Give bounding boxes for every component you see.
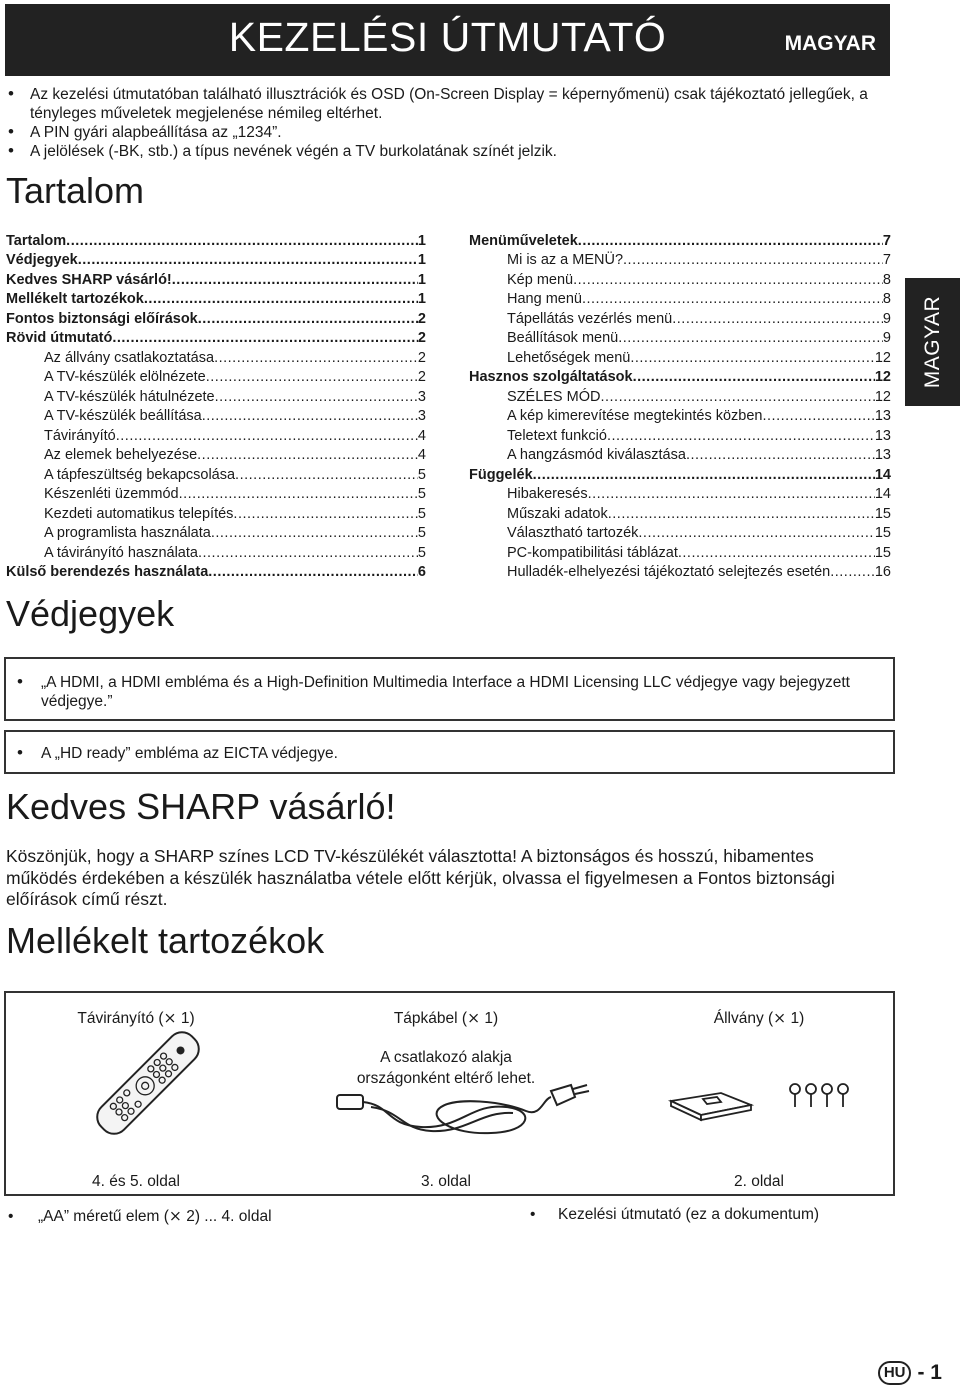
toc-leader-dots — [215, 389, 418, 405]
toc-leader-dots — [179, 486, 418, 502]
toc-entry-page: 5 — [417, 486, 426, 502]
toc-leader-dots — [573, 272, 883, 288]
toc-entry — [469, 541, 891, 561]
toc-entry — [6, 483, 426, 503]
toc-entry-title: Kép menü — [507, 271, 574, 288]
toc-entry-page: 8 — [882, 291, 891, 307]
toc-entry-page: 2 — [417, 369, 426, 385]
accessory-label-cable: Tápkábel (⨯ 1) — [393, 1010, 499, 1027]
toc-entry — [6, 405, 426, 425]
accessory-extra-battery: • „AA” méretű elem (⨯ 2) ... 4. oldal — [8, 1208, 272, 1225]
accessory-page-stand: 2. oldal — [734, 1173, 784, 1190]
toc-entry-page: 9 — [882, 330, 891, 346]
toc-entry — [469, 346, 891, 366]
toc-entry-title: A TV-készülék hátulnézete — [44, 388, 215, 405]
toc-entry-title: Rövid útmutató — [6, 330, 113, 346]
toc-entry — [6, 366, 426, 386]
toc-entry-page: 5 — [417, 544, 426, 561]
toc-leader-dots — [630, 350, 875, 366]
toc-entry-title: Készenléti üzemmód — [44, 486, 179, 502]
toc-leader-dots — [214, 350, 418, 366]
toc-entry-title: Mellékelt tartozékok — [6, 291, 144, 307]
toc-entry — [469, 502, 891, 522]
toc-entry-page: 12 — [874, 369, 891, 385]
toc-entry-title: Menüműveletek — [469, 232, 578, 249]
toc-entry-title: Műszaki adatok — [507, 505, 608, 522]
side-tab-label: MAGYAR — [920, 295, 944, 389]
toc-entry-title: Hibakeresés — [507, 486, 588, 502]
toc-entry — [469, 463, 891, 483]
toc-leader-dots — [623, 252, 883, 268]
page-number — [878, 1361, 942, 1385]
toc-leader-dots — [633, 369, 875, 385]
toc-entry — [469, 444, 891, 464]
toc-leader-dots — [618, 330, 883, 346]
toc-entry-title: SZÉLES MÓD — [507, 388, 601, 405]
toc-entry — [469, 522, 891, 542]
toc-leader-dots — [672, 311, 883, 327]
toc-entry — [469, 327, 891, 347]
toc-entry-title: Az állvány csatlakoztatása — [44, 349, 215, 366]
toc-entry-title: Fontos biztonsági előírások — [6, 310, 198, 327]
toc-entry-page: 14 — [874, 466, 891, 483]
accessory-label-stand: Állvány (⨯ 1) — [713, 1010, 805, 1027]
toc-entry-page: 5 — [417, 505, 426, 522]
trademark-box-hdready — [4, 730, 895, 774]
toc-entry — [6, 385, 426, 405]
toc-entry-page: 15 — [874, 505, 891, 522]
toc-entry — [6, 307, 426, 327]
document-title: KEZELÉSI ÚTMUTATÓ — [228, 14, 667, 60]
toc-entry-title: A tápfeszültség bekapcsolása — [44, 466, 236, 483]
toc-entry-title: Külső berendezés használata — [6, 564, 209, 580]
toc-leader-dots — [198, 311, 418, 327]
toc-entry-page: 2 — [417, 330, 426, 346]
toc-entry-title: Az elemek behelyezése — [44, 447, 198, 463]
toc-entry-page: 2 — [417, 310, 426, 327]
toc-leader-dots — [116, 428, 418, 444]
toc-leader-dots — [578, 233, 883, 249]
toc-leader-dots — [208, 564, 418, 580]
toc-leader-dots — [678, 545, 875, 561]
toc-entry-page: 5 — [417, 466, 426, 483]
cable-note: A csatlakozó alakja országonként eltérő lehet. — [356, 1049, 536, 1087]
toc-leader-dots — [638, 525, 874, 541]
language-badge: HU — [878, 1361, 912, 1385]
toc-leader-dots — [607, 428, 875, 444]
toc-entry-page: 1 — [417, 291, 426, 307]
battery-text: „AA” méretű elem (⨯ 2) ... 4. oldal — [38, 1208, 272, 1225]
toc-entry-page: 15 — [874, 544, 891, 561]
toc-leader-dots — [112, 330, 418, 346]
toc-entry-title: Távirányító — [44, 427, 116, 444]
toc-entry-title: A távirányító használata — [44, 544, 198, 561]
toc-entry — [6, 502, 426, 522]
toc-entry-title: A hangzásmód kiválasztása — [507, 447, 686, 463]
toc-leader-dots — [600, 389, 874, 405]
toc-entry-title: Hulladék-elhelyezési tájékoztató selejtezés esetén — [507, 564, 831, 580]
toc-entry-title: Függelék — [469, 466, 533, 483]
accessory-extra-manual: • Kezelési útmutató (ez a dokumentum) — [530, 1206, 820, 1223]
toc-entry-title: A TV-készülék elölnézete — [44, 369, 206, 385]
accessory-label-remote: Távirányító (⨯ 1) — [77, 1010, 195, 1027]
toc-entry — [469, 483, 891, 503]
toc-entry — [6, 541, 426, 561]
intro-bullets — [8, 85, 868, 161]
toc-entry-title: A TV-készülék beállítása — [44, 408, 202, 424]
toc-entry-page: 13 — [874, 447, 891, 463]
trademark-box-hdmi — [4, 657, 895, 721]
toc-leader-dots — [66, 233, 418, 249]
toc-entry-page: 2 — [417, 349, 426, 366]
toc-entry — [469, 405, 891, 425]
accessory-page-cable: 3. oldal — [421, 1173, 471, 1190]
toc-entry-page: 9 — [882, 310, 891, 327]
toc-leader-dots — [198, 545, 418, 561]
toc-leader-dots — [533, 467, 875, 483]
toc-leader-dots — [206, 369, 418, 385]
toc-entry — [6, 327, 426, 347]
toc-entry-title: Lehetőségek menü — [507, 349, 631, 366]
accessories-box — [4, 991, 895, 1196]
toc-leader-dots — [235, 467, 418, 483]
toc-entry-title: Választható tartozék — [507, 525, 639, 541]
toc-entry — [6, 229, 426, 249]
stand-icon — [661, 1075, 871, 1135]
toc-entry-page: 13 — [874, 427, 891, 444]
page-number-text: - 1 — [917, 1361, 942, 1384]
toc-entry — [6, 444, 426, 464]
header-bar — [5, 4, 890, 76]
toc-entry-title: Teletext funkció — [507, 427, 607, 444]
dear-customer-heading: Kedves SHARP vásárló! — [6, 786, 396, 827]
toc-entry-page: 1 — [417, 271, 426, 288]
trademark-item: • „A HDMI, a HDMI embléma és a High-Definition Multimedia Interface a HDMI Licensing LLC védjegye vagy bejegyzett védjegye.” — [41, 673, 861, 711]
toc-entry — [6, 561, 426, 581]
toc-entry — [469, 385, 891, 405]
toc-leader-dots — [211, 525, 418, 541]
toc-leader-dots — [202, 408, 418, 424]
toc-entry-page: 6 — [417, 564, 426, 580]
toc-leader-dots — [830, 564, 875, 580]
toc-entry-title: Kezdeti automatikus telepítés — [44, 505, 234, 522]
toc-entry — [469, 229, 891, 249]
toc-entry-page: 12 — [874, 388, 891, 405]
toc-entry-page: 7 — [882, 232, 891, 249]
toc-entry-page: 5 — [417, 525, 426, 541]
toc-entry-title: Beállítások menü — [507, 330, 619, 346]
toc-entry-page: 14 — [874, 486, 891, 502]
toc-entry-page: 4 — [417, 447, 426, 463]
toc-entry-page: 15 — [874, 525, 891, 541]
toc-left-column — [6, 229, 426, 580]
toc-entry — [6, 463, 426, 483]
toc-entry-title: Hasznos szolgáltatások — [469, 369, 633, 385]
trademarks-heading: Védjegyek — [6, 593, 175, 634]
toc-entry — [469, 268, 891, 288]
toc-entry — [6, 346, 426, 366]
toc-leader-dots — [588, 486, 875, 502]
toc-entry — [6, 424, 426, 444]
toc-entry-page: 16 — [874, 564, 891, 580]
toc-entry-page: 12 — [874, 349, 891, 366]
accessories-heading: Mellékelt tartozékok — [6, 920, 325, 961]
language-side-tab — [905, 278, 960, 406]
toc-entry — [469, 249, 891, 269]
remote-control-icon — [88, 1023, 208, 1143]
toc-entry-title: A kép kimerevítése megtekintés közben — [507, 408, 763, 424]
toc-leader-dots — [582, 291, 883, 307]
toc-entry — [469, 561, 891, 581]
toc-entry-page: 4 — [417, 427, 426, 444]
intro-bullet: • Az kezelési útmutatóban található illusztrációk és OSD (On-Screen Display = képernyőmenü) csak tájékoztató jellegűek, a tényleges műveletek megjelenése némileg eltérhet. — [8, 85, 868, 123]
toc-entry-page: 1 — [417, 252, 426, 268]
toc-entry — [469, 366, 891, 386]
trademark-item: • A „HD ready” embléma az EICTA védjegye. — [41, 744, 861, 763]
toc-entry-title: Tápellátás vezérlés menü — [507, 310, 673, 327]
toc-leader-dots — [144, 291, 418, 307]
toc-entry — [6, 249, 426, 269]
toc-entry — [6, 268, 426, 288]
toc-entry-page: 1 — [417, 232, 426, 249]
toc-leader-dots — [78, 252, 418, 268]
toc-entry-title: Hang menü — [507, 291, 582, 307]
manual-text: Kezelési útmutató (ez a dokumentum) — [558, 1206, 820, 1223]
toc-entry-title: Tartalom — [6, 232, 67, 249]
toc-entry-title: Védjegyek — [6, 252, 78, 268]
toc-entry — [469, 288, 891, 308]
toc-leader-dots — [763, 408, 875, 424]
toc-entry — [469, 307, 891, 327]
toc-entry — [6, 288, 426, 308]
toc-leader-dots — [172, 272, 418, 288]
toc-entry — [469, 424, 891, 444]
toc-entry-page: 8 — [882, 271, 891, 288]
toc-leader-dots — [197, 447, 418, 463]
toc-entry-title: Kedves SHARP vásárló! — [6, 271, 172, 288]
toc-leader-dots — [233, 506, 418, 522]
toc-entry-title: A programlista használata — [44, 525, 211, 541]
toc-entry-page: 7 — [882, 252, 891, 268]
intro-bullet: • A jelölések (-BK, stb.) a típus nevének végén a TV burkolatának színét jelzik. — [8, 142, 868, 161]
toc-entry-page: 13 — [874, 408, 891, 424]
toc-heading: Tartalom — [6, 170, 145, 211]
toc-entry-title: Mi is az a MENÜ? — [507, 252, 624, 268]
toc-leader-dots — [608, 506, 875, 522]
toc-right-column — [469, 229, 891, 580]
toc-entry-page: 3 — [417, 388, 426, 405]
language-label: MAGYAR — [784, 32, 876, 55]
dear-customer-text: Köszönjük, hogy a SHARP színes LCD TV-készülékét választotta! A biztonságos és hosszú, hibamentes működés érdekében a készülék használatba vétele előtt kérjük, olvassa el figyelmesen a Fontos biztonsági előírások című részt. — [6, 846, 835, 909]
accessory-page-remote: 4. és 5. oldal — [92, 1173, 180, 1190]
toc-entry — [6, 522, 426, 542]
toc-entry-page: 3 — [417, 408, 426, 424]
toc-entry-title: PC-kompatibilitási táblázat — [507, 544, 678, 561]
toc-leader-dots — [686, 447, 875, 463]
power-cable-icon — [331, 1077, 591, 1147]
intro-bullet: • A PIN gyári alapbeállítása az „1234”. — [8, 123, 868, 142]
